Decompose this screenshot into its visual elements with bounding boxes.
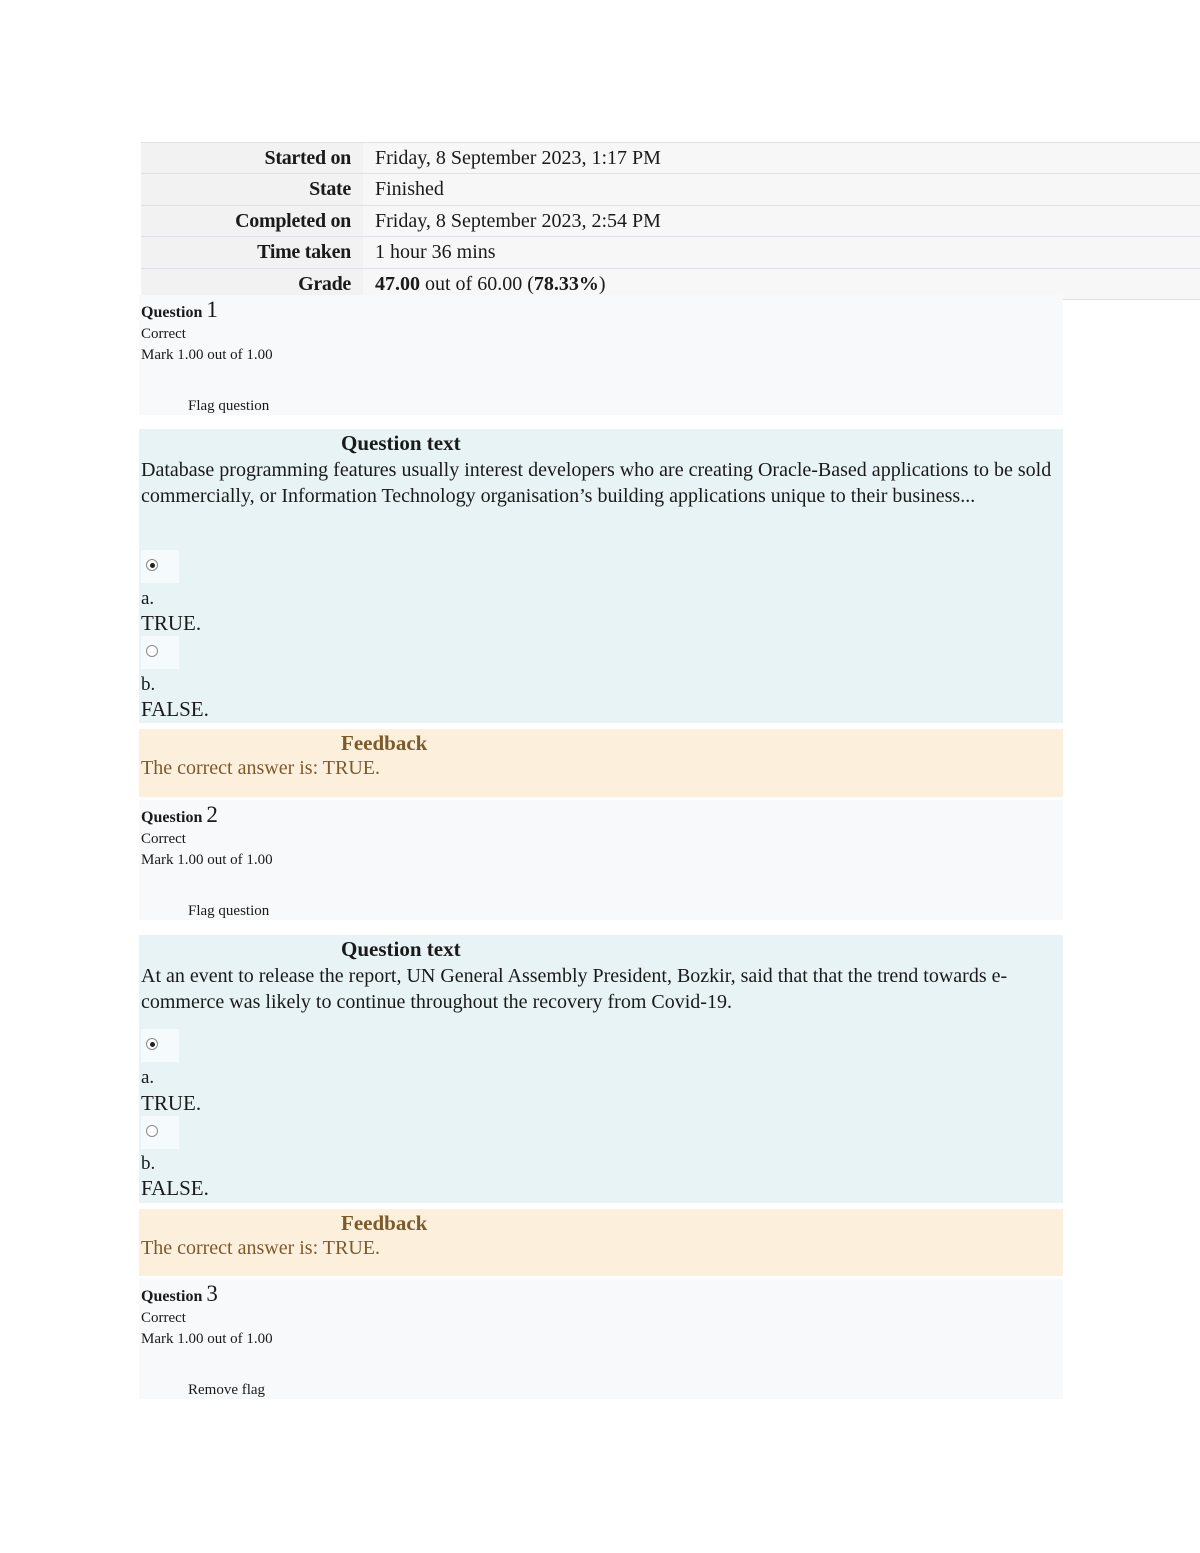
question-number — [141, 1281, 218, 1307]
state-label: State — [141, 174, 363, 204]
question-info-3 — [139, 1279, 1063, 1399]
question-text: Database programming features usually interest developers who are creating Oracle-Based applications to be sold commercially, or Information Technology organisation’s building applications unique to their business... — [141, 459, 1052, 507]
option-a-radio-box[interactable] — [141, 550, 179, 583]
time-taken-value: 1 hour 36 mins — [363, 237, 1200, 267]
grade-score: 47.00 — [375, 272, 420, 295]
summary-row-state — [141, 173, 1200, 204]
option-b-radio-box[interactable] — [141, 636, 179, 669]
feedback-2 — [139, 1209, 1063, 1276]
option-b-radio-box[interactable] — [141, 1116, 179, 1149]
question-label: Question — [141, 809, 207, 826]
option-b-letter: b. — [141, 1153, 156, 1174]
grade-close: ) — [598, 272, 606, 295]
question-mark: Mark 1.00 out of 1.00 — [141, 347, 273, 363]
feedback-heading: Feedback — [341, 731, 428, 755]
option-b-letter: b. — [141, 674, 156, 695]
completed-on-label: Completed on — [141, 206, 363, 236]
option-a-text: TRUE. — [141, 1091, 202, 1115]
option-a-radio-box[interactable] — [141, 1029, 179, 1062]
question-text: At an event to release the report, UN General Assembly President, Bozkir, said that that the trend towards e-commerce was likely to continue throughout the recovery from Covid-19. — [141, 965, 1008, 1013]
option-b-text: FALSE. — [141, 1176, 209, 1200]
summary-row-started — [141, 142, 1200, 173]
option-b-radio[interactable] — [146, 645, 158, 657]
question-info-1 — [139, 295, 1063, 415]
question-content-2 — [139, 935, 1063, 1203]
flag-question-link[interactable]: Flag question — [188, 903, 270, 919]
feedback-heading: Feedback — [341, 1211, 428, 1235]
option-b-text: FALSE. — [141, 697, 209, 721]
question-number-value: 2 — [206, 802, 218, 827]
attempt-summary-table — [141, 142, 1200, 300]
completed-on-value: Friday, 8 September 2023, 2:54 PM — [363, 206, 1200, 236]
question-text-heading: Question text — [341, 431, 461, 455]
feedback-1 — [139, 729, 1063, 797]
question-label: Question — [141, 1288, 207, 1305]
question-state: Correct — [141, 326, 186, 342]
time-taken-label: Time taken — [141, 237, 363, 267]
grade-out-of: out of 60.00 ( — [420, 272, 534, 295]
question-mark: Mark 1.00 out of 1.00 — [141, 852, 273, 868]
option-a-letter: a. — [141, 588, 155, 609]
option-a-radio[interactable] — [146, 1038, 158, 1050]
feedback-answer: The correct answer is: TRUE. — [141, 1237, 380, 1259]
grade-percent: 78.33% — [533, 272, 599, 295]
summary-row-completed — [141, 205, 1200, 236]
option-a-text: TRUE. — [141, 611, 202, 635]
question-state: Correct — [141, 831, 186, 847]
option-b-radio[interactable] — [146, 1125, 158, 1137]
flag-question-link[interactable]: Flag question — [188, 398, 270, 414]
question-mark: Mark 1.00 out of 1.00 — [141, 1331, 273, 1347]
question-state: Correct — [141, 1310, 186, 1326]
summary-row-time — [141, 236, 1200, 267]
question-number-value: 1 — [206, 297, 218, 322]
option-a-letter: a. — [141, 1067, 155, 1088]
feedback-answer: The correct answer is: TRUE. — [141, 757, 380, 779]
started-on-value: Friday, 8 September 2023, 1:17 PM — [363, 143, 1200, 173]
question-text-heading: Question text — [341, 937, 461, 961]
question-info-2 — [139, 800, 1063, 920]
question-number — [141, 297, 218, 323]
started-on-label: Started on — [141, 143, 363, 173]
grade-label: Grade — [141, 269, 363, 299]
question-number — [141, 802, 218, 828]
question-content-1 — [139, 429, 1063, 723]
question-label: Question — [141, 304, 207, 321]
remove-flag-link[interactable]: Remove flag — [188, 1382, 266, 1398]
option-a-radio[interactable] — [146, 559, 158, 571]
question-number-value: 3 — [206, 1281, 218, 1306]
state-value: Finished — [363, 174, 1200, 204]
